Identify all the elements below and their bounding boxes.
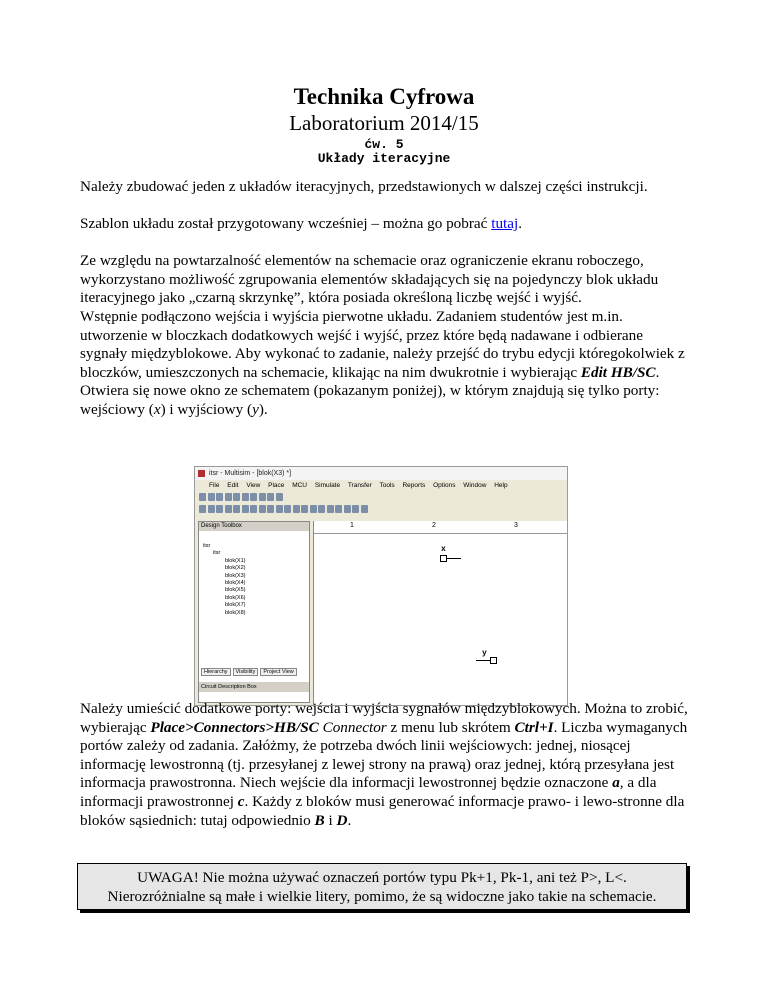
warning-line-2: Nierozróżnialne są małe i wielkie litery, pomimo, że są widoczne jako takie na schemacie. bbox=[107, 888, 657, 905]
text: . Każdy z bloków musi generować informacje prawo- i lewo-stronne dla bloków sąsiednich: tutaj odpowiednio bbox=[80, 792, 685, 829]
var-c: c bbox=[237, 792, 245, 810]
component-icon[interactable] bbox=[344, 505, 351, 513]
template-text: Szablon układu został przygotowany wcześniej – można go pobrać bbox=[80, 215, 492, 232]
menu-mcu[interactable]: MCU bbox=[292, 482, 307, 489]
tree-block[interactable]: blok(X2) bbox=[225, 565, 246, 572]
multisim-screenshot bbox=[194, 466, 568, 706]
tree-block[interactable]: blok(X4) bbox=[225, 580, 246, 587]
text: z menu lub skrótem bbox=[386, 718, 515, 736]
document-title: Technika Cyfrowa bbox=[293, 84, 475, 109]
component-icon[interactable] bbox=[335, 505, 342, 513]
component-toolbar bbox=[199, 505, 368, 514]
menu-bar bbox=[195, 480, 568, 491]
paragraph-additional-ports bbox=[80, 700, 690, 830]
ports-text-b: . Otwiera się nowe okno ze schematem (pokazanym poniżej), w którym znajdują się tylko porty: wejściowy ( bbox=[80, 363, 660, 418]
text: . Liczba wymaganych portów zależy od zadania. Załóżmy, że potrzeba dwóch linii wejściowych: jednej, niosącej informację lewostronną (tj. przesyłanej z lewej strony na prawą) oraz jednej, którą przesyłana jest informacja prawostronna. Niech wejście dla informacji lewostronnej będzie oznaczone bbox=[80, 718, 688, 792]
menu-edit[interactable]: Edit bbox=[227, 482, 239, 489]
shortcut: Ctrl+I bbox=[514, 718, 554, 736]
input-port-icon[interactable] bbox=[440, 555, 462, 563]
paragraph-ports bbox=[80, 308, 690, 420]
component-icon[interactable] bbox=[216, 505, 223, 513]
save-icon[interactable] bbox=[216, 493, 223, 501]
warning-box bbox=[77, 863, 687, 910]
menu-tools[interactable]: Tools bbox=[379, 482, 395, 489]
tree-root[interactable]: itsr bbox=[203, 543, 211, 549]
schematic-canvas[interactable] bbox=[313, 521, 568, 706]
ruler-mark: 3 bbox=[514, 522, 518, 529]
design-toolbox-title: Design Toolbox bbox=[199, 522, 309, 531]
tree-block[interactable]: blok(X7) bbox=[225, 602, 246, 609]
exercise-topic: Układy iteracyjne bbox=[317, 151, 451, 166]
tree-block[interactable]: blok(X5) bbox=[225, 587, 246, 594]
component-icon[interactable] bbox=[293, 505, 300, 513]
design-toolbox-panel bbox=[198, 521, 310, 703]
panel-tabs bbox=[199, 668, 297, 676]
menu-simulate[interactable]: Simulate bbox=[314, 482, 341, 489]
window-titlebar bbox=[195, 467, 568, 480]
component-icon[interactable] bbox=[361, 505, 368, 513]
tree-block[interactable]: blok(X8) bbox=[225, 609, 246, 616]
document-subtitle: Laboratorium 2014/15 bbox=[289, 111, 479, 135]
paste-icon[interactable] bbox=[259, 493, 266, 501]
edit-command: Edit HB/SC bbox=[580, 363, 656, 381]
text: Należy umieścić dodatkowe porty: wejścia i wyjścia sygnałów międzyblokowych. Można to zrobić, wybierając bbox=[80, 700, 688, 736]
component-icon[interactable] bbox=[225, 505, 232, 513]
ruler-mark: 1 bbox=[350, 522, 354, 529]
connector-word: Connector bbox=[322, 718, 387, 736]
component-icon[interactable] bbox=[284, 505, 291, 513]
port-y-label: y bbox=[482, 649, 487, 658]
main-toolbar bbox=[199, 493, 283, 502]
menu-help[interactable]: Help bbox=[494, 482, 508, 489]
template-text-end: . bbox=[518, 215, 523, 232]
var-a: a bbox=[612, 774, 620, 792]
tab-visibility[interactable]: Visibility bbox=[233, 668, 259, 676]
var-y: y bbox=[252, 400, 259, 418]
copy-icon[interactable] bbox=[250, 493, 257, 501]
paragraph-template bbox=[80, 215, 690, 234]
multisim-app-icon bbox=[198, 470, 205, 477]
circuit-description-box: Circuit Description Box bbox=[199, 682, 309, 692]
hierarchy-tree bbox=[199, 543, 309, 617]
tree-block[interactable]: blok(X1) bbox=[225, 557, 246, 564]
tree-node[interactable]: itsr bbox=[213, 550, 221, 557]
new-icon[interactable] bbox=[199, 493, 206, 501]
zoom-icon[interactable] bbox=[233, 493, 240, 501]
port-x-label: x bbox=[441, 545, 446, 554]
download-link[interactable]: tutaj bbox=[491, 215, 519, 232]
var-x: x bbox=[153, 400, 161, 418]
print-icon[interactable] bbox=[225, 493, 232, 501]
redo-icon[interactable] bbox=[276, 493, 283, 501]
cut-icon[interactable] bbox=[242, 493, 249, 501]
menu-reports[interactable]: Reports bbox=[402, 482, 426, 489]
output-port-icon[interactable] bbox=[476, 657, 498, 665]
menu-place[interactable]: Place bbox=[268, 482, 285, 489]
var-B: B bbox=[314, 811, 325, 829]
paragraph-black-box: Ze względu na powtarzalność elementów na schemacie oraz ograniczenie ekranu roboczego, wykorzystano możliwość zgrupowania elementów składających się na pojedynczy blok układu iteracyjnego jako „czarną skrzynkę”, która posiada określoną liczbę wejść i wyjść. bbox=[80, 252, 659, 307]
component-icon[interactable] bbox=[259, 505, 266, 513]
exercise-number: ćw. 5 bbox=[364, 137, 404, 152]
menu-file[interactable]: File bbox=[209, 482, 220, 489]
menu-options[interactable]: Options bbox=[433, 482, 456, 489]
component-icon[interactable] bbox=[352, 505, 359, 513]
component-icon[interactable] bbox=[310, 505, 317, 513]
open-icon[interactable] bbox=[208, 493, 215, 501]
tab-hierarchy[interactable]: Hierarchy bbox=[201, 668, 231, 676]
component-icon[interactable] bbox=[301, 505, 308, 513]
window-title: itsr - Multisim - [blok(X3) *] bbox=[209, 470, 292, 477]
text: , a dla informacji prawostronnej bbox=[80, 774, 657, 810]
text: . bbox=[347, 811, 352, 829]
var-D: D bbox=[336, 811, 348, 829]
component-icon[interactable] bbox=[276, 505, 283, 513]
component-icon[interactable] bbox=[318, 505, 325, 513]
component-icon[interactable] bbox=[327, 505, 334, 513]
menu-view[interactable]: View bbox=[246, 482, 261, 489]
paragraph-intro: Należy zbudować jeden z układów iteracyjnych, przedstawionych w dalszej części instrukcji. bbox=[80, 178, 648, 195]
component-icon[interactable] bbox=[267, 505, 274, 513]
component-icon[interactable] bbox=[233, 505, 240, 513]
menu-window[interactable]: Window bbox=[463, 482, 487, 489]
menu-path: Place>Connectors>HB/SC bbox=[150, 718, 319, 736]
ports-text-d: ). bbox=[258, 400, 268, 418]
tab-project-view[interactable]: Project View bbox=[260, 668, 296, 676]
undo-icon[interactable] bbox=[267, 493, 274, 501]
text: i bbox=[324, 811, 337, 829]
component-icon[interactable] bbox=[242, 505, 249, 513]
component-icon[interactable] bbox=[208, 505, 215, 513]
sheet-ruler bbox=[314, 521, 568, 534]
menu-transfer[interactable]: Transfer bbox=[347, 482, 372, 489]
component-icon[interactable] bbox=[250, 505, 257, 513]
tree-block[interactable]: blok(X3) bbox=[225, 572, 246, 579]
ruler-mark: 2 bbox=[432, 522, 436, 529]
warning-line-1: UWAGA! Nie można używać oznaczeń portów typu Pk+1, Pk-1, ani też P>, L<. bbox=[137, 869, 627, 886]
tree-block[interactable]: blok(X6) bbox=[225, 594, 246, 601]
ports-text-c: ) i wyjściowy ( bbox=[160, 400, 253, 418]
component-icon[interactable] bbox=[199, 505, 206, 513]
ports-text-a: Wstępnie podłączono wejścia i wyjścia pierwotne układu. Zadaniem studentów jest m.in. utworzenie w bloczkach dodatkowych wejść i wyjść, przez które będą nadawane i odbierane sygnały międzyblokowe. Aby wykonać to zadanie, należy przejść do trybu edycji któregokolwiek z bloczków, umieszczonych na schemacie, klikając na nim dwukrotnie i wybierając bbox=[80, 308, 685, 381]
